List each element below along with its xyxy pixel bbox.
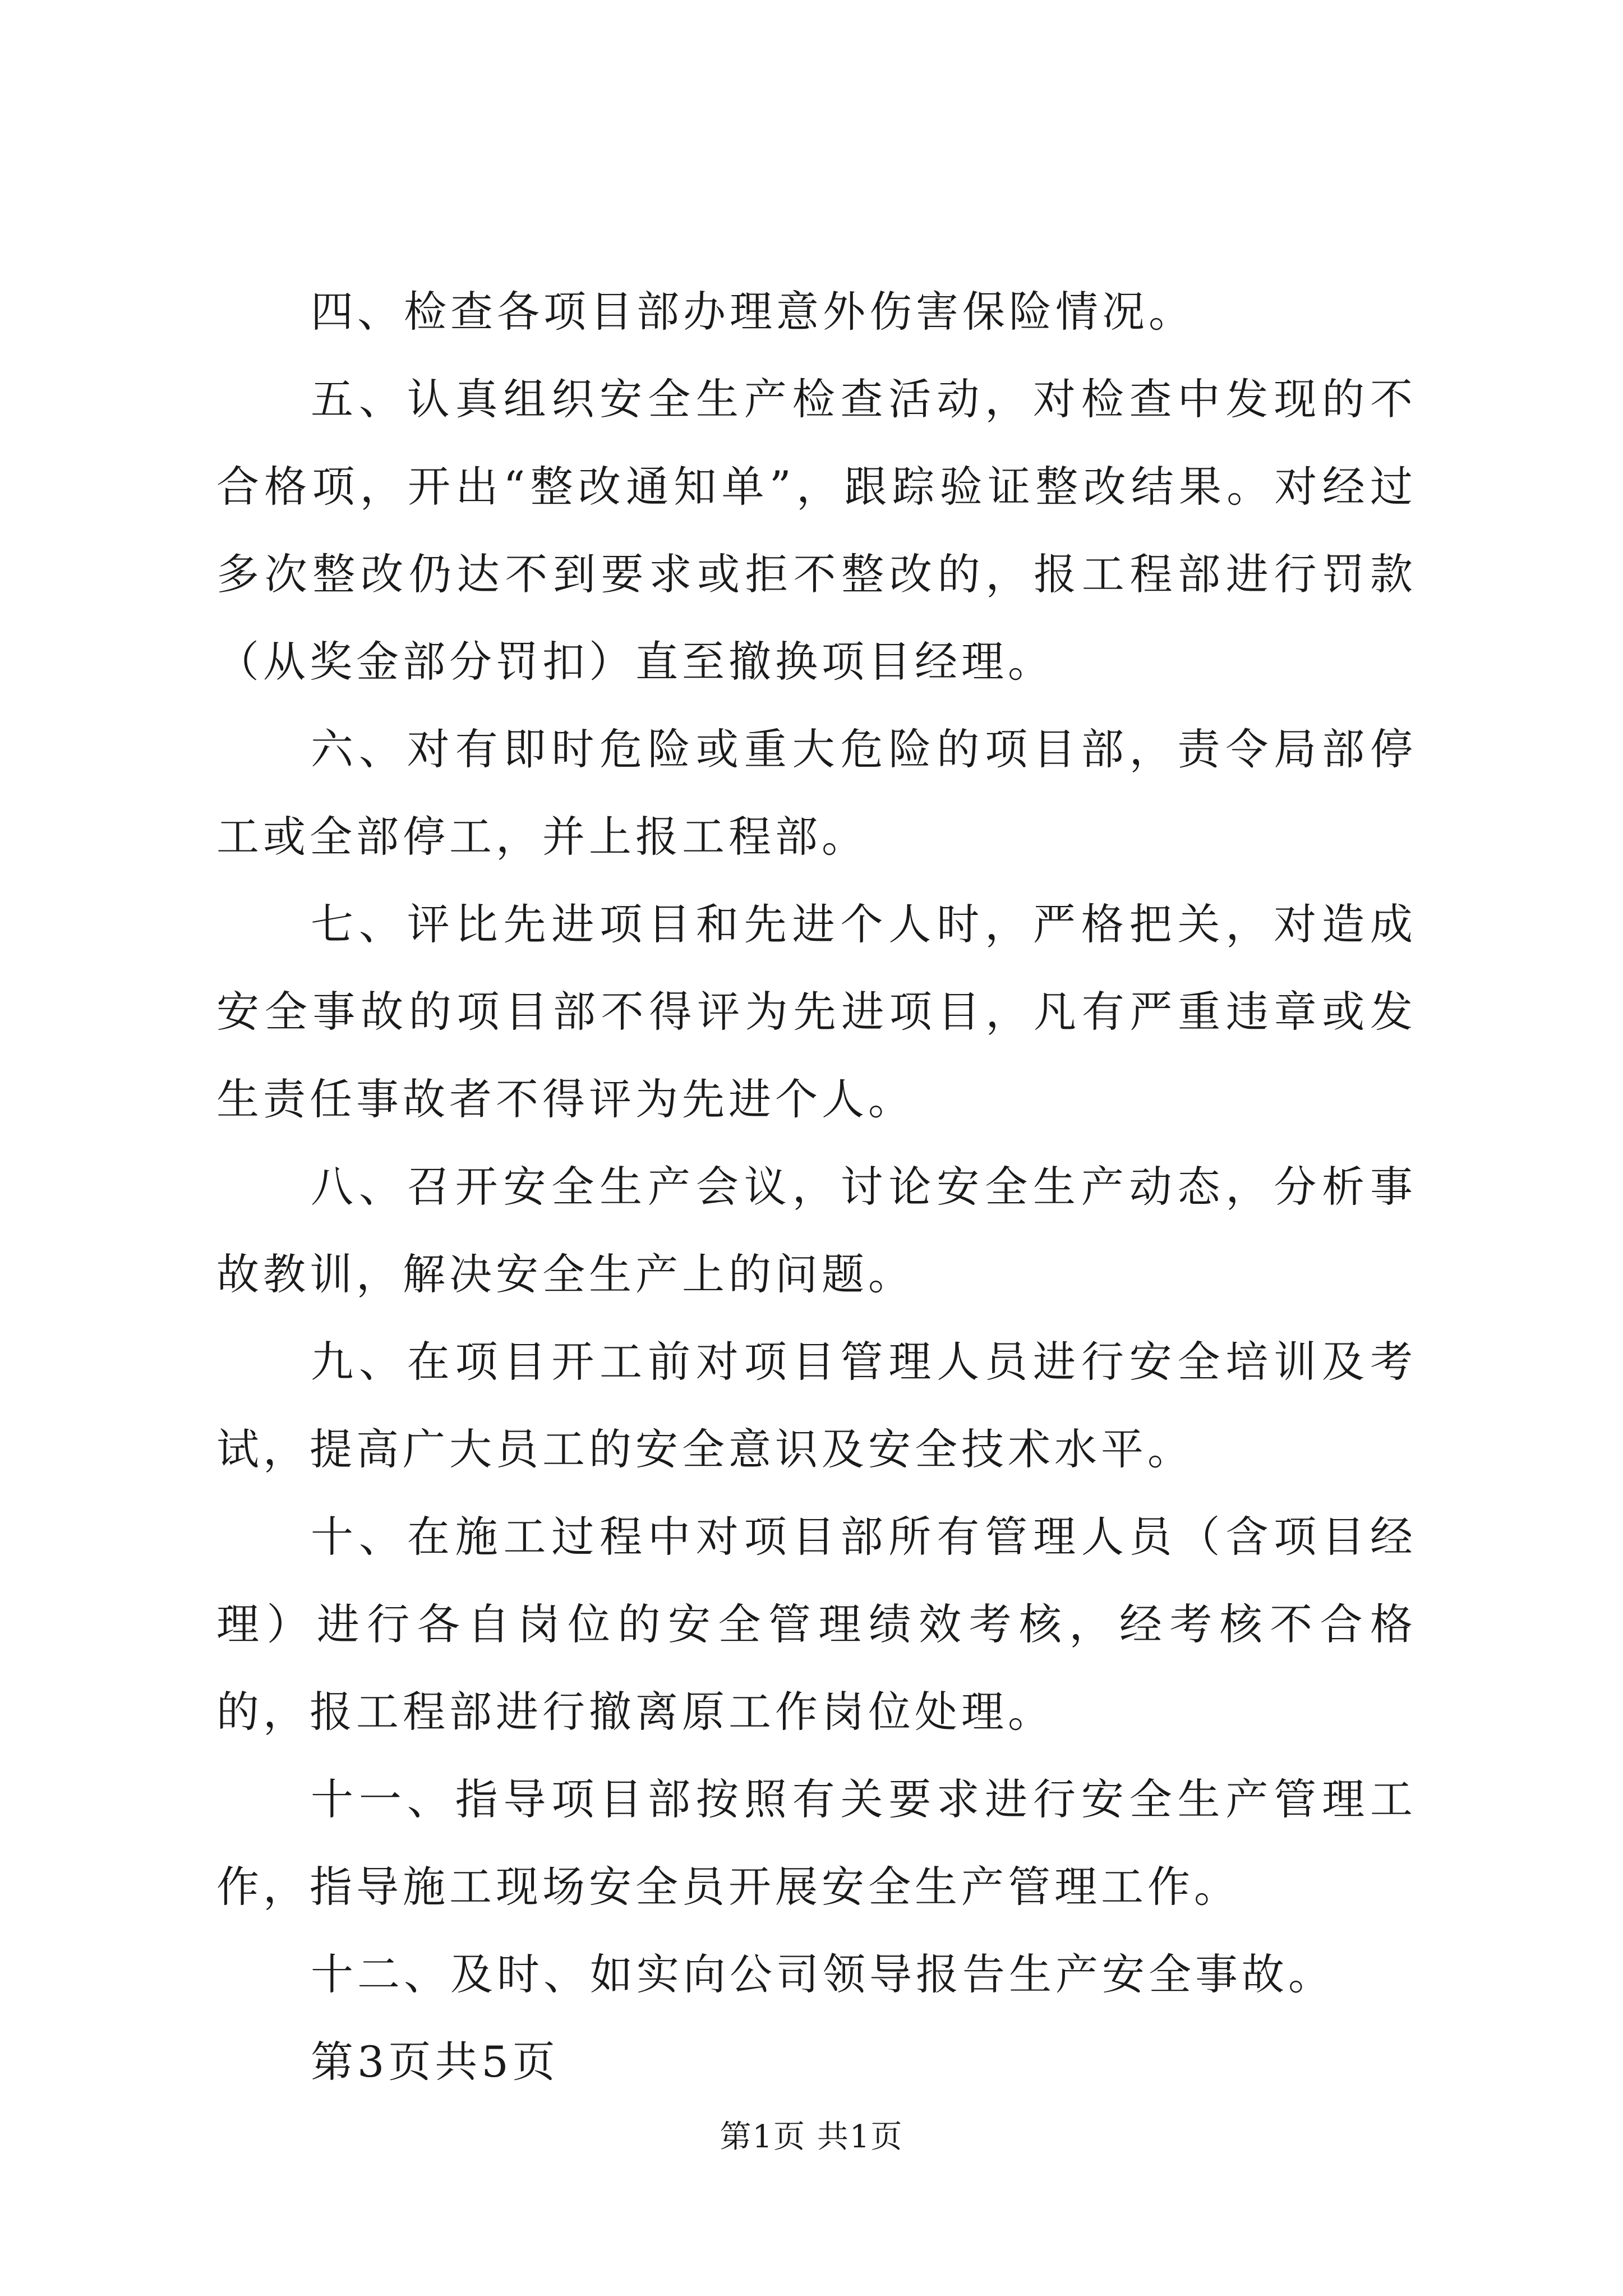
paragraph-item-7: 七、评比先进项目和先进个人时，严格把关，对造成安全事故的项目部不得评为先进项目，凡有严重违章或发生责任事故者不得评为先进个人。 xyxy=(216,899,1417,1124)
paragraph-item-4: 四、检查各项目部办理意外伤害保险情况。 xyxy=(311,287,1195,337)
paragraph-item-12: 十二、及时、如实向公司领导报告生产安全事故。 xyxy=(311,1949,1335,1999)
paragraph-item-11: 十一、指导项目部按照有关要求进行安全生产管理工作，指导施工现场安全员开展安全生产管理工作。 xyxy=(216,1774,1417,1912)
paragraph-item-10: 十、在施工过程中对项目部所有管理人员（含项目经理）进行各自岗位的安全管理绩效考核，经考核不合格的，报工程部进行撤离原工作岗位处理。 xyxy=(216,1512,1417,1737)
page-footer: 第1页 共1页 xyxy=(720,2119,903,2155)
paragraph-item-9: 九、在项目开工前对项目管理人员进行安全培训及考试，提高广大员工的安全意识及安全技术水平。 xyxy=(216,1337,1417,1474)
document-body xyxy=(216,268,1417,2106)
paragraph-item-8: 八、召开安全生产会议，讨论安全生产动态，分析事故教训，解决安全生产上的问题。 xyxy=(216,1162,1417,1299)
inline-page-number: 第3页共5页 xyxy=(311,2037,559,2087)
paragraph-item-5: 五、认真组织安全生产检查活动，对检查中发现的不合格项，开出“整改通知单”，跟踪验证整改结果。对经过多次整改仍达不到要求或拒不整改的，报工程部进行罚款（从奖金部分罚扣）直至撤换项目经理。 xyxy=(216,374,1417,687)
paragraph-item-6: 六、对有即时危险或重大危险的项目部，责令局部停工或全部停工，并上报工程部。 xyxy=(216,724,1417,862)
